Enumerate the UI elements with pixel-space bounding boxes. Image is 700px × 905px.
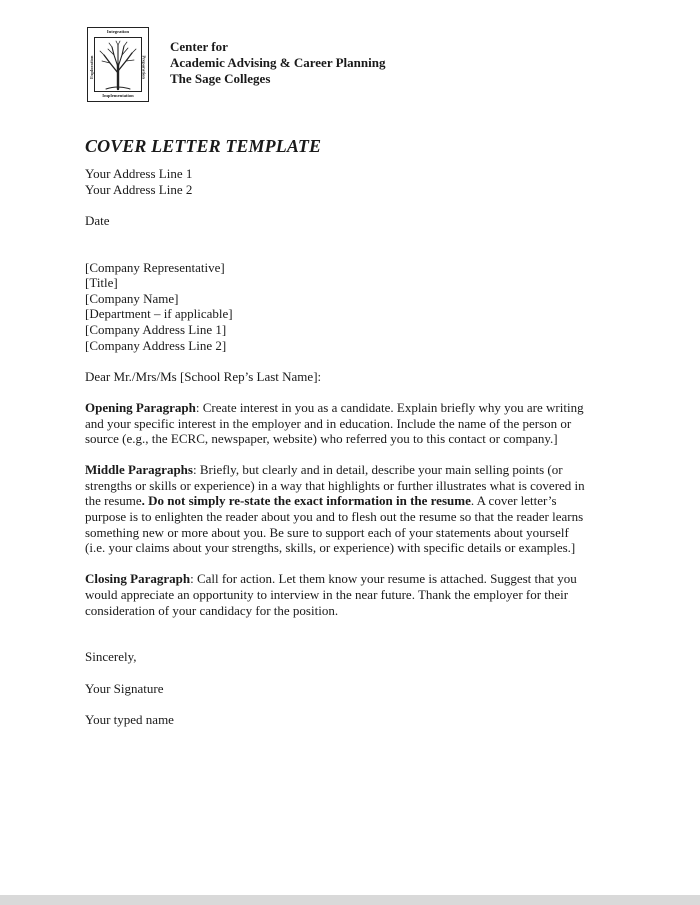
signature-placeholder: Your Signature	[85, 680, 164, 696]
organization-header	[170, 39, 385, 87]
recipient-line: [Department – if applicable]	[85, 306, 233, 322]
letter-body	[85, 166, 625, 727]
logo-text-exploration: Exploration	[89, 55, 94, 79]
middle-paragraph-line: something new or more about you. Be sure to support each of your statements about yourself	[85, 524, 569, 540]
middle-paragraph-line: strengths or skills or experience) in a way that highlights or further illustrates what is covered in	[85, 477, 585, 493]
middle-paragraphs-heading: Middle Paragraphs	[85, 462, 193, 478]
opening-paragraph-line: Opening Paragraph: Create interest in you as a candidate. Explain briefly why you are writing	[85, 399, 584, 415]
middle-paragraph-line: Middle Paragraphs: Briefly, but clearly and in detail, describe your main selling points (or	[85, 462, 563, 478]
recipient-line: [Title]	[85, 275, 118, 291]
date-line: Date	[85, 212, 110, 228]
recipient-line: [Company Address Line 1]	[85, 321, 227, 337]
middle-paragraph-line: the resume. Do not simply re-state the exact information in the resume. A cover letter’s	[85, 493, 557, 509]
sage-colleges-logo	[87, 27, 149, 102]
org-line-3: The Sage Colleges	[170, 71, 271, 86]
opening-paragraph-line: and your specific interest in the employer and in education. Include the name of the person or	[85, 415, 572, 431]
recipient-line: [Company Name]	[85, 290, 179, 306]
signoff: Sincerely,	[85, 649, 137, 665]
typed-name-placeholder: Your typed name	[85, 711, 174, 727]
recipient-line: [Company Address Line 2]	[85, 337, 227, 353]
logo-text-implementation: Implementation	[102, 93, 134, 99]
recipient-line: [Company Representative]	[85, 259, 225, 275]
address-line-2: Your Address Line 2	[85, 181, 193, 197]
logo-text-integration: Integration	[106, 29, 130, 34]
salutation: Dear Mr./Mrs/Ms [School Rep’s Last Name]:	[85, 368, 322, 384]
logo-text-preparation: Preparation	[142, 55, 147, 79]
closing-paragraph-heading: Closing Paragraph	[85, 571, 191, 587]
closing-paragraph-line: consideration of your candidacy for the position.	[85, 602, 339, 618]
document-title: COVER LETTER TEMPLATE	[85, 136, 322, 156]
org-line-1: Center for	[170, 39, 228, 54]
opening-paragraph-heading: Opening Paragraph	[85, 399, 196, 415]
middle-paragraph-line: purpose is to enlighten the reader about you and to flesh out the resume so that the reader learns	[85, 509, 584, 525]
tree-icon	[96, 39, 140, 91]
opening-paragraph-line: source (e.g., the ECRC, newspaper, website) who referred you to this contact or company.]	[85, 431, 558, 447]
closing-paragraph-line: Closing Paragraph: Call for action. Let them know your resume is attached. Suggest that you	[85, 571, 577, 587]
page-footer-band	[0, 895, 700, 905]
closing-paragraph-line: would appreciate an opportunity to interview in the near future. Thank the employer for their	[85, 587, 569, 603]
middle-paragraph-emphasis: . Do not simply re-state the exact information in the resume	[141, 493, 471, 509]
address-line-1: Your Address Line 1	[85, 166, 193, 181]
middle-paragraph-line: (i.e. your claims about your strengths, skills, or experience) with specific details or examples.]	[85, 540, 576, 556]
org-line-2: Academic Advising & Career Planning	[170, 55, 386, 70]
